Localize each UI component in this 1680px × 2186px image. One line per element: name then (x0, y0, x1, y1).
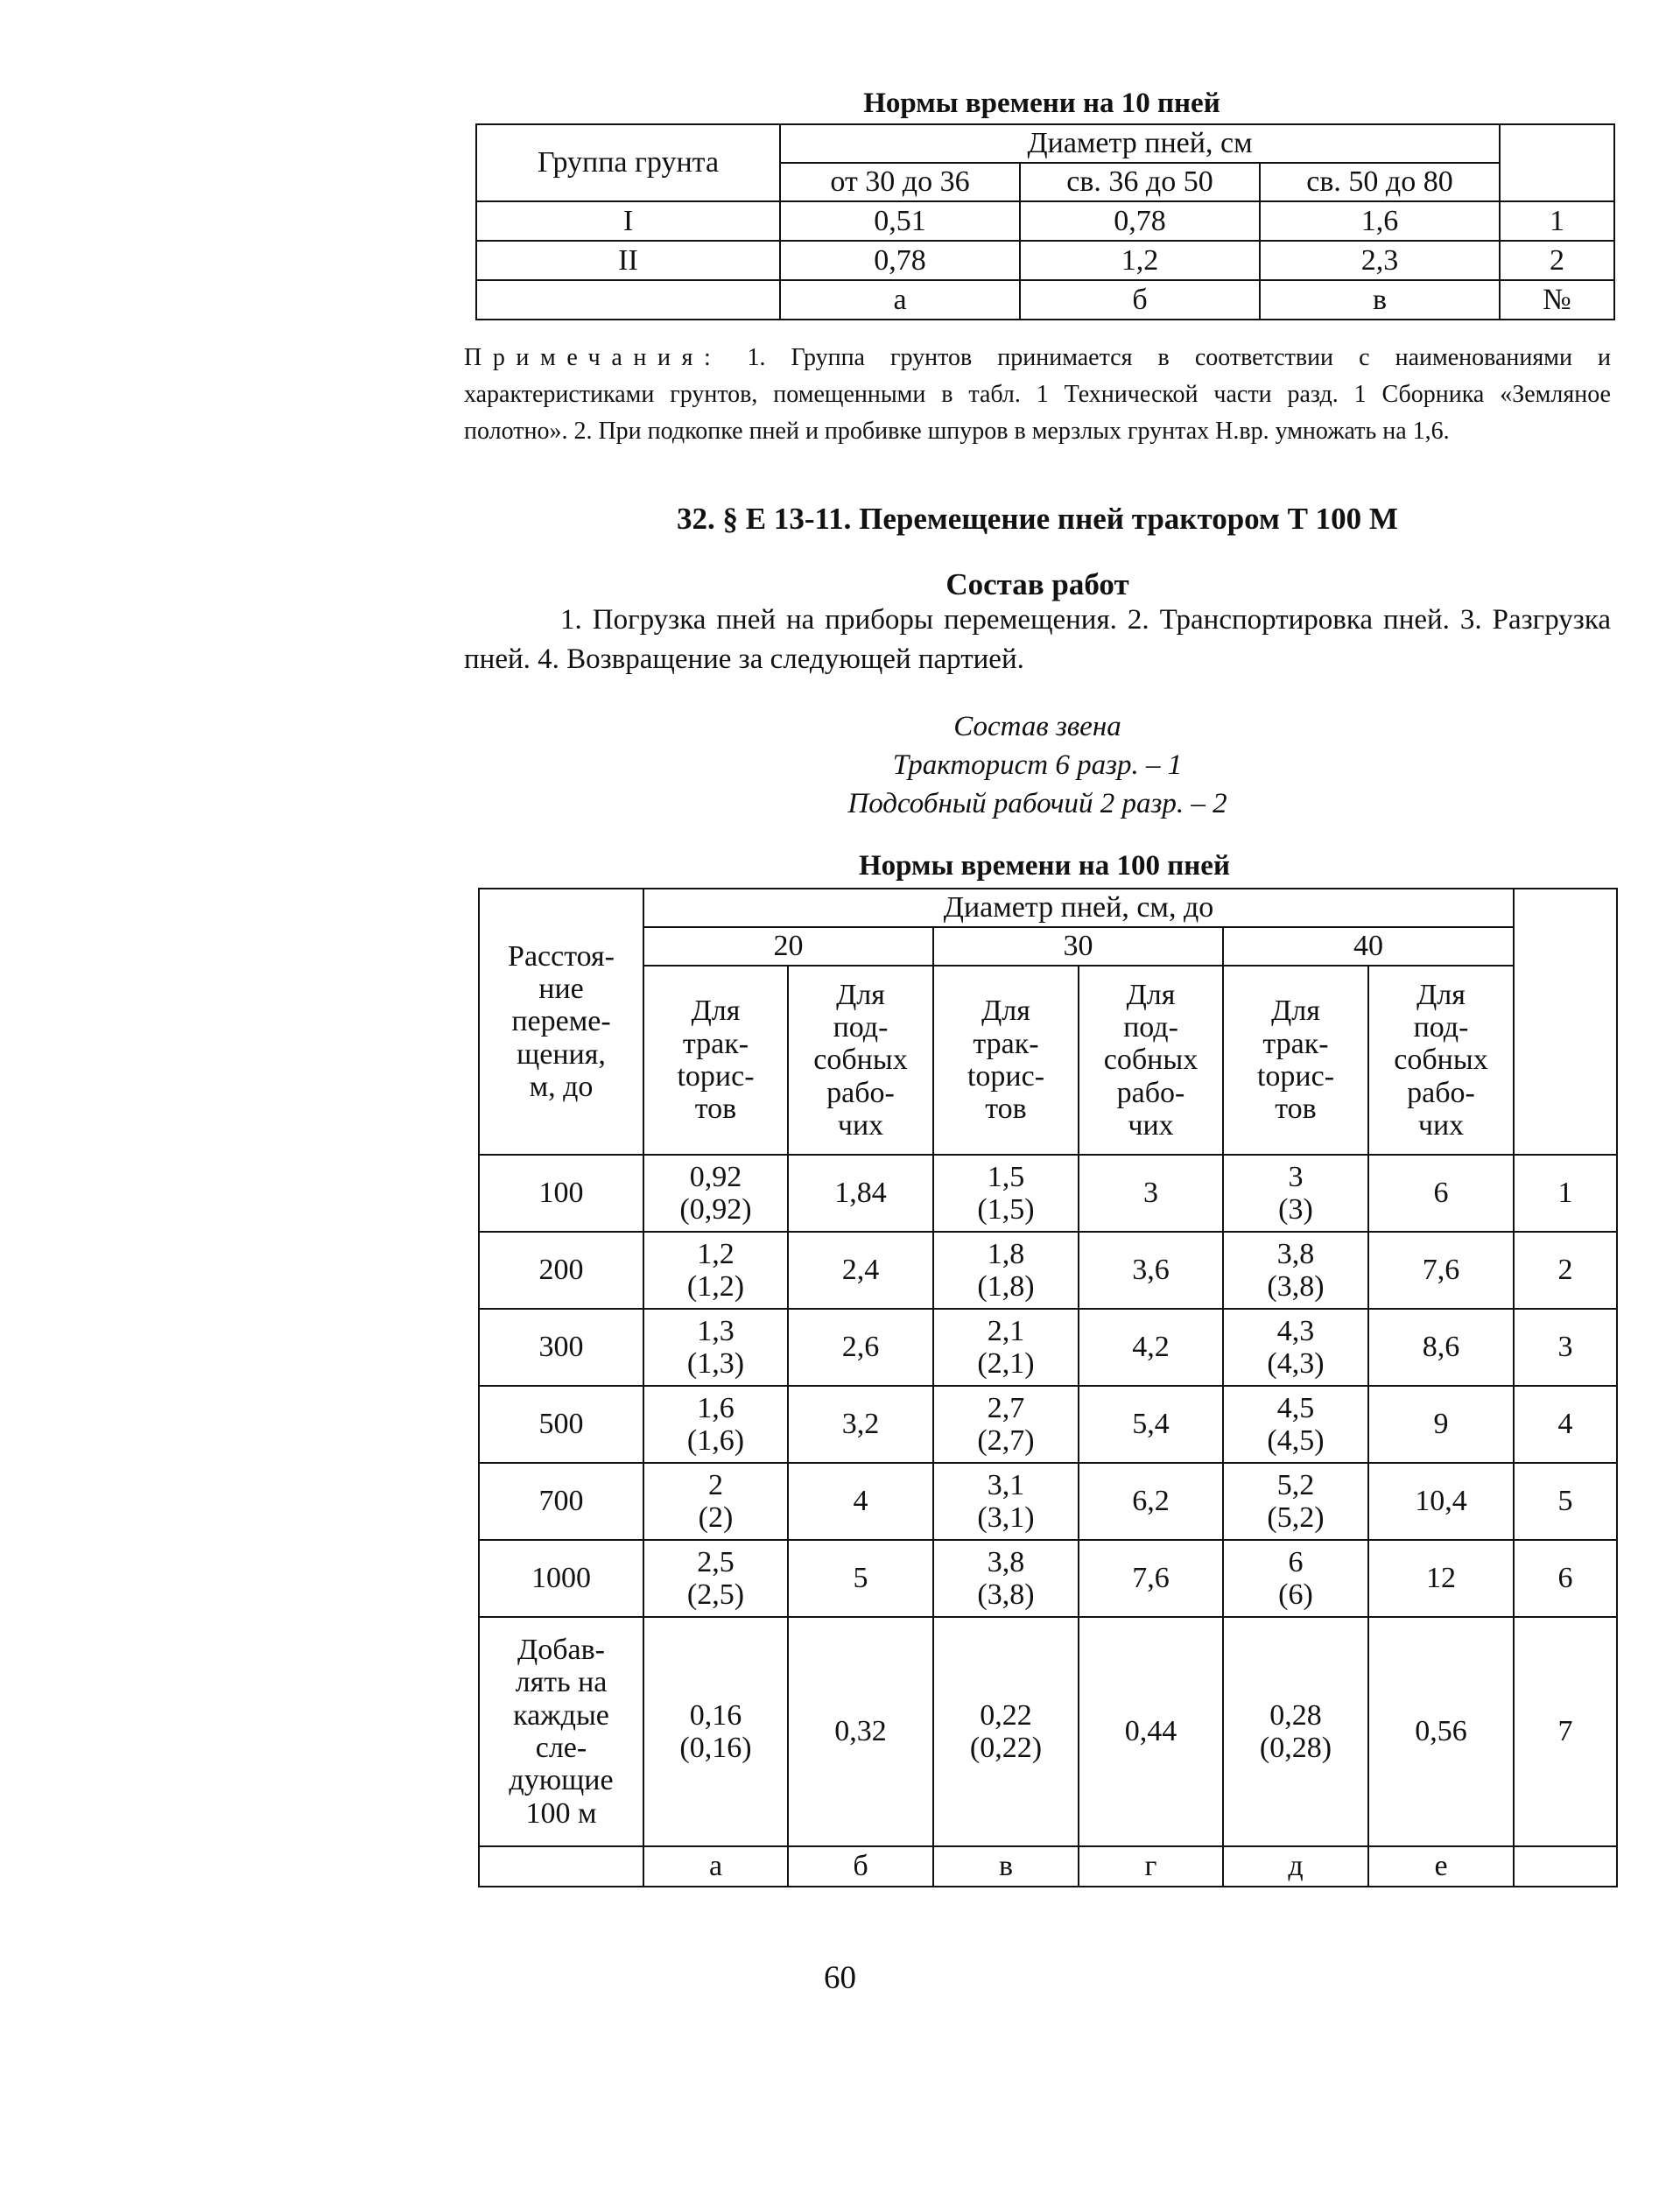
table2-sub-helper: Для под- собных рабо- чих (1368, 966, 1514, 1155)
table2-row-num: 6 (1514, 1540, 1617, 1617)
table2-cell: 0,92 (0,92) (643, 1155, 788, 1232)
table1-num-header-empty (1500, 124, 1614, 201)
table1-cell: 1,2 (1020, 241, 1260, 280)
table-row (479, 1232, 1617, 1309)
table2-cell: 5 (788, 1540, 933, 1617)
table2-cell: 1,5 (1,5) (933, 1155, 1079, 1232)
table2-cell: 5,2 (5,2) (1223, 1463, 1368, 1540)
table2-dist: Добав- лять на каждые сле- дующие 100 м (479, 1617, 643, 1846)
table1-cell-group: II (476, 241, 780, 280)
table-row (479, 1846, 1617, 1887)
table1-letter: в (1260, 280, 1500, 320)
crew-title: Состав звена (953, 711, 1121, 742)
table2-row-num: 2 (1514, 1232, 1617, 1309)
table2-cell: 4 (788, 1463, 933, 1540)
table2-diameter-30: 30 (933, 927, 1223, 966)
table2-cell: 2,4 (788, 1232, 933, 1309)
table2-cell: 10,4 (1368, 1463, 1514, 1540)
table2-dist: 100 (479, 1155, 643, 1232)
table1-group-header: Группа грунта (476, 124, 780, 201)
table2-letter: б (788, 1846, 933, 1887)
table2-letter: а (643, 1846, 788, 1887)
table2-cell: 3,2 (788, 1386, 933, 1463)
table2-cell: 2,7 (2,7) (933, 1386, 1079, 1463)
work-title: Состав работ (945, 567, 1129, 601)
table-row (476, 241, 1614, 280)
work-text: 1. Погрузка пней на приборы перемещения. 2. Транспортировка пней. 3. Разгрузка пней. 4. Возвращение за следующей партией. (464, 604, 1611, 675)
table2-letter: в (933, 1846, 1079, 1887)
crew-line-2: Подсобный рабочий 2 разр. – 2 (847, 788, 1227, 819)
table2-cell: 1,2 (1,2) (643, 1232, 788, 1309)
table2-cell: 2,6 (788, 1309, 933, 1386)
table2-cell: 0,44 (1079, 1617, 1223, 1846)
table2-cell: 5,4 (1079, 1386, 1223, 1463)
table2-caption: Нормы времени на 100 пней (859, 850, 1230, 882)
table1-cell: 1,6 (1260, 201, 1500, 241)
table2-diameter-40: 40 (1223, 927, 1514, 966)
table2-cell: 4,2 (1079, 1309, 1223, 1386)
table2-dist: 500 (479, 1386, 643, 1463)
table1-num-label: № (1500, 280, 1614, 320)
table2-dist: 200 (479, 1232, 643, 1309)
table2-dist: 700 (479, 1463, 643, 1540)
table-row (479, 1463, 1617, 1540)
table-row (479, 1155, 1617, 1232)
table1-letter: б (1020, 280, 1260, 320)
table2-row-num: 5 (1514, 1463, 1617, 1540)
table2-cell: 6 (6) (1223, 1540, 1368, 1617)
table2-cell: 2,1 (2,1) (933, 1309, 1079, 1386)
table2 (478, 888, 1618, 1887)
table-row (479, 1386, 1617, 1463)
table2-cell: 6 (1368, 1155, 1514, 1232)
table2-cell: 3,8 (3,8) (933, 1540, 1079, 1617)
section-title: 32. § Е 13-11. Перемещение пней трактором Т 100 М (677, 502, 1398, 536)
table2-sub-tractor: Для трак- tорис- тов (643, 966, 788, 1155)
table1-col-header: св. 50 до 80 (1260, 163, 1500, 201)
table2-cell: 4,3 (4,3) (1223, 1309, 1368, 1386)
table2-letter: г (1079, 1846, 1223, 1887)
table1 (475, 123, 1615, 320)
table2-sub-helper: Для под- собных рабо- чих (1079, 966, 1223, 1155)
table1-diameter-header: Диаметр пней, см (780, 124, 1500, 163)
table2-cell: 6,2 (1079, 1463, 1223, 1540)
table1-caption: Нормы времени на 10 пней (863, 88, 1220, 119)
table2-cell: 1,8 (1,8) (933, 1232, 1079, 1309)
table1-col-header: св. 36 до 50 (1020, 163, 1260, 201)
note-label: Примечания: (464, 344, 722, 371)
table2-cell: 7,6 (1079, 1540, 1223, 1617)
table2-cell: 1,6 (1,6) (643, 1386, 788, 1463)
table2-cell: 8,6 (1368, 1309, 1514, 1386)
table1-letter-empty (476, 280, 780, 320)
table2-distance-header: Расстоя- ние переме- щения, м, до (479, 889, 643, 1155)
note-paragraph (464, 340, 1611, 450)
table2-cell: 2,5 (2,5) (643, 1540, 788, 1617)
table2-cell: 3,8 (3,8) (1223, 1232, 1368, 1309)
table2-row-num: 4 (1514, 1386, 1617, 1463)
table2-dist: 1000 (479, 1540, 643, 1617)
table2-row-num: 7 (1514, 1617, 1617, 1846)
table2-cell: 12 (1368, 1540, 1514, 1617)
table1-row-num: 1 (1500, 201, 1614, 241)
table1-cell: 0,78 (780, 241, 1020, 280)
table2-diameter-20: 20 (643, 927, 933, 966)
table2-sub-tractor: Для трак- tорис- тов (933, 966, 1079, 1155)
table2-letter: д (1223, 1846, 1368, 1887)
table2-cell: 0,56 (1368, 1617, 1514, 1846)
table2-sub-tractor: Для трак- tорис- тов (1223, 966, 1368, 1155)
table-row (476, 280, 1614, 320)
table-row (479, 1540, 1617, 1617)
table1-letter: а (780, 280, 1020, 320)
table2-cell: 0,22 (0,22) (933, 1617, 1079, 1846)
table2-num-header-empty (1514, 889, 1617, 1155)
table2-sub-helper: Для под- собных рабо- чих (788, 966, 933, 1155)
table2-cell: 0,16 (0,16) (643, 1617, 788, 1846)
note-text: 1. Группа грунтов принимается в соответствии с наименованиями и характеристиками грунтов, помещенными в табл. 1 Технической части разд. 1 Сборника «Земляное полотно». 2. При подкопке пней и пробивке шпуров в мерзлых грунтах Н.вр. умножать на 1,6. (464, 344, 1611, 445)
table1-cell: 0,51 (780, 201, 1020, 241)
table2-letter-empty (479, 1846, 643, 1887)
table2-cell: 1,84 (788, 1155, 933, 1232)
table-row (476, 201, 1614, 241)
table2-letter-empty (1514, 1846, 1617, 1887)
table2-row-num: 1 (1514, 1155, 1617, 1232)
table2-row-num: 3 (1514, 1309, 1617, 1386)
table1-cell: 2,3 (1260, 241, 1500, 280)
table2-cell: 1,3 (1,3) (643, 1309, 788, 1386)
table1-row-num: 2 (1500, 241, 1614, 280)
table-row (479, 1617, 1617, 1846)
table2-cell: 3,6 (1079, 1232, 1223, 1309)
table2-cell: 0,28 (0,28) (1223, 1617, 1368, 1846)
table2-dist: 300 (479, 1309, 643, 1386)
table2-cell: 0,32 (788, 1617, 933, 1846)
table2-diameter-header: Диаметр пней, см, до (643, 889, 1514, 927)
table2-cell: 4,5 (4,5) (1223, 1386, 1368, 1463)
table-row (479, 1309, 1617, 1386)
table1-cell-group: I (476, 201, 780, 241)
table2-cell: 3 (3) (1223, 1155, 1368, 1232)
table1-col-header: от 30 до 36 (780, 163, 1020, 201)
table2-cell: 3,1 (3,1) (933, 1463, 1079, 1540)
table2-cell: 9 (1368, 1386, 1514, 1463)
crew-line-1: Тракторист 6 разр. – 1 (892, 749, 1183, 781)
table2-cell: 2 (2) (643, 1463, 788, 1540)
table2-cell: 7,6 (1368, 1232, 1514, 1309)
table1-cell: 0,78 (1020, 201, 1260, 241)
page-number: 60 (824, 1960, 856, 1996)
table2-letter: е (1368, 1846, 1514, 1887)
table2-cell: 3 (1079, 1155, 1223, 1232)
